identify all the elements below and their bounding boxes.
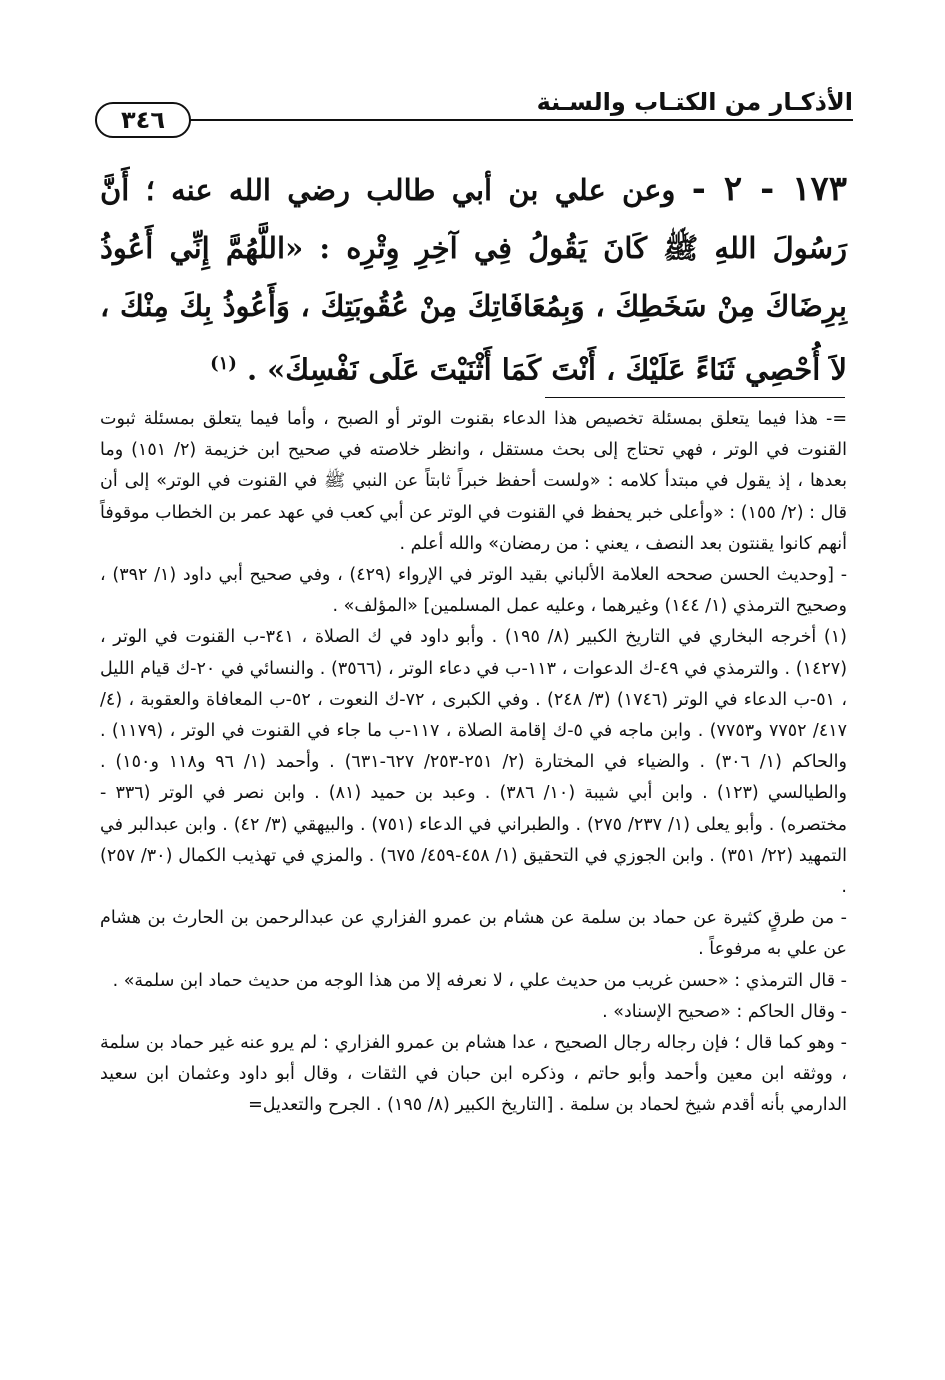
footnote-continued: =- هذا فيما يتعلق بمسئلة تخصيص هذا الدعاء بقنوت الوتر أو الصبح ، وأما فيما يتعلق بمسئلة ثبوت القنوت في الوتر ، فهي تحتاج إلى بحث مستقل ، وانظر خلاصته في صحيح ابن خزيمة (٢/ ١٥١) وما بعدها ، إذ يقول في مبتدأ كلامه : «ولست أحفظ خبراً ثابتاً عن النبي ﷺ في القنوت في الوتر» إلى أن قال : (٢/ ١٥٥) : «وأعلى خبر يحفظ في القنوت في الوتر عن أبي كعب في عهد عمر بن الخطاب موقوفاً أنهم كانوا يقنتون بعد النصف ، يعني : من رمضان» والله أعلم . (100, 409, 848, 554)
running-title: الأذكـار من الكتـاب والسـنة (536, 88, 853, 116)
footnote-reference: (١) (210, 353, 237, 374)
page-number: ٣٤٦ (95, 102, 191, 138)
hadith-number: ١٧٣ - ٢ - (691, 169, 847, 209)
footnote-tirmidhi: - قال الترمذي : «حسن غريب من حديث علي ، لا نعرفه إلا من هذا الوجه من حديث حماد ابن سلمة» . (112, 970, 847, 991)
footnotes (100, 404, 847, 1122)
footnote-hakim: - وقال الحاكم : «صحيح الإسناد» . (602, 1001, 847, 1022)
footnote-chain: - من طرقٍ كثيرة عن حماد بن سلمة عن هشام بن عمرو الفزاري عن عبدالرحمن بن الحارث بن هشام عن علي به مرفوعاً . (100, 908, 847, 960)
footnote-narrators: - وهو كما قال ؛ فإن رجاله رجال الصحيح ، عدا هشام بن عمرو الفزاري : لم يرو عنه غير حماد بن سلمة ، ووثقه ابن معين وأحمد وأبو حاتم ، وذكره ابن حبان في الثقات ، وقال أبو داود وعثمان ابن سعيد الدارمي بأنه أقدم شيخ لحماد بن سلمة . [التاريخ الكبير (٨/ ١٩٥) . الجرح والتعديل= (100, 1033, 847, 1116)
footnote-albani-note: - [وحديث الحسن صححه العلامة الألباني بقيد الوتر في الإرواء (٤٢٩) ، وفي صحيح أبي داود (١/ ٣٩٢) ، وصحيح الترمذي (١/ ١٤٤) وغيرهما ، وعليه عمل المسلمين] «المؤلف» . (100, 565, 848, 617)
footnote-separator (545, 397, 845, 398)
hadith-body: وعن علي بن أبي طالب رضي الله عنه ؛ أَنَّ رَسُولَ اللهِ ﷺ كَانَ يَقُولُ فِي آخِرِ وِتْرِه : «اللَّهُمَّ إِنِّي أَعُوذُ بِرِضَاكَ مِنْ سَخَطِكَ ، وَبِمُعَافَاتِكَ مِنْ عُقُوبَتِكَ ، وَأَعُوذُ بِكَ مِنْكَ ، لاَ أُحْصِي ثَنَاءً عَلَيْكَ ، أَنْتَ كَمَا أَثْنَيْتَ عَلَى نَفْسِكَ» . (100, 173, 847, 387)
hadith-text (100, 160, 847, 399)
page-header (95, 86, 853, 134)
footnote-1: (١) أخرجه البخاري في التاريخ الكبير (٨/ ١٩٥) . وأبو داود في ك الصلاة ، ٣٤١-ب القنوت في الوتر ، (١٤٢٧) . والترمذي في ٤٩-ك الدعوات ، ١١٣-ب في دعاء الوتر ، (٣٥٦٦) . والنسائي في ٢٠-ك قيام الليل ، ٥١-ب الدعاء في الوتر (١٧٤٦) (٣/ ٢٤٨) . وفي الكبرى ، ٧٢-ك النعوت ، ٥٢-ب المعافاة والعقوبة ، (٤/ ٤١٧/ ٧٧٥٢ و٧٧٥٣) . وابن ماجه في ٥-ك إقامة الصلاة ، ١١٧-ب ما جاء في القنوت في الوتر ، (١١٧٩) . والحاكم (١/ ٣٠٦) . والضياء في المختارة (٢/ ٢٥١-٢٥٣/ ٦٢٧-٦٣١) . وأحمد (١/ ٩٦ و١١٨ و١٥٠) . والطيالسي (١٢٣) . وابن أبي شيبة (١٠/ ٣٨٦) . وعبد بن حميد (٨١) . وابن نصر في الوتر (٣٣٦ - مختصره) . وأبو يعلى (١/ ٢٣٧/ ٢٧٥) . والطبراني في الدعاء (٧٥١) . والبيهقي (٣/ ٤٢) . وابن عبدالبر في التمهيد (٢٢/ ٣٥١) . وابن الجوزي في التحقيق (١/ ٤٥٨-٤٥٩/ ٦٧٥) . والمزي في تهذيب الكمال (٣٠/ ٢٥٧) . (100, 627, 848, 898)
header-rule (185, 119, 853, 121)
